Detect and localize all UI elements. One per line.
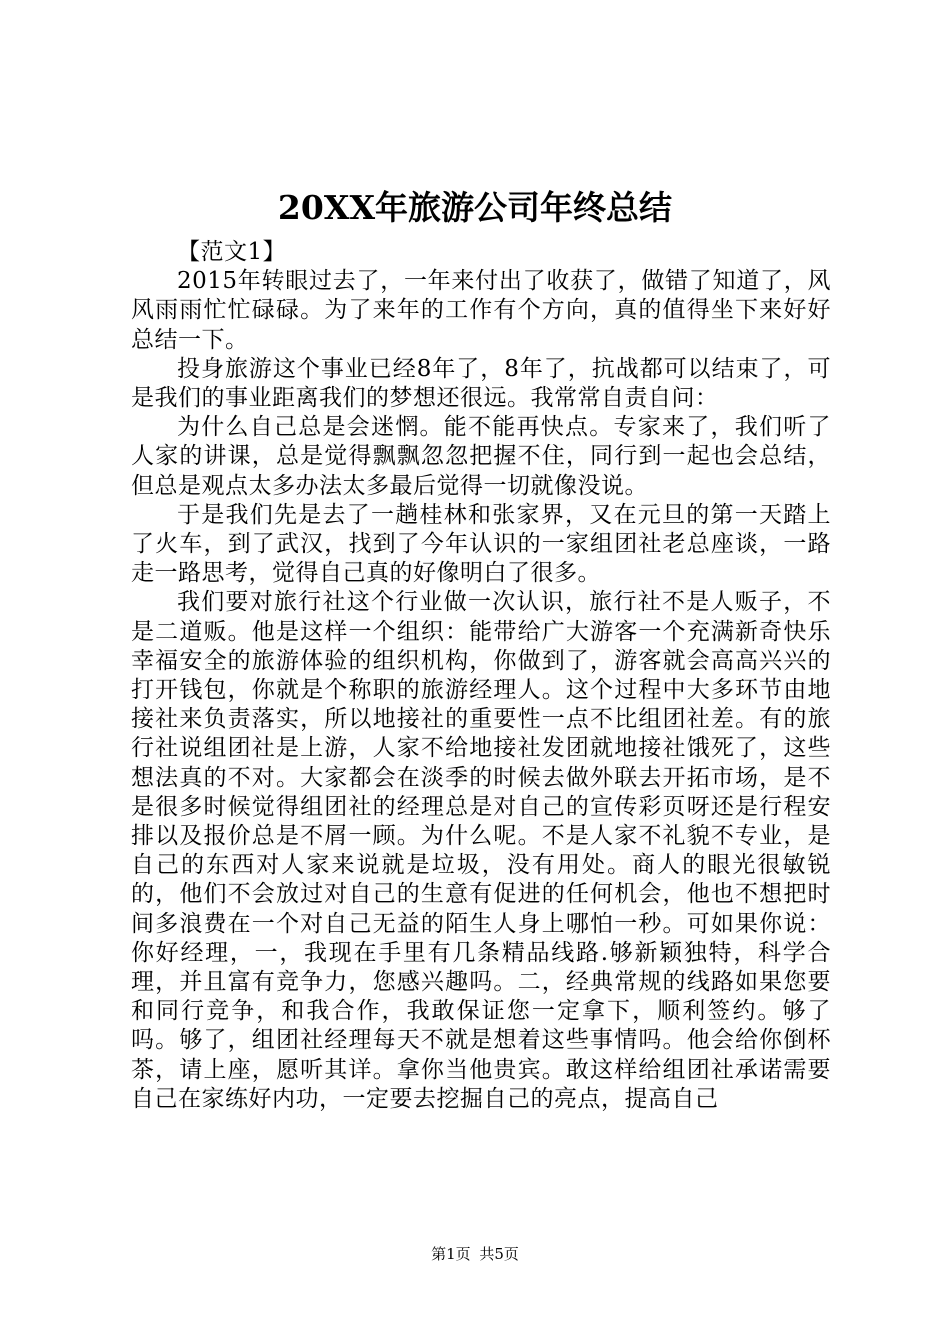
- paragraph: 投身旅游这个事业已经8年了，8年了，抗战都可以结束了，可是我们的事业距离我们的梦想还很远。我常常自责自问：: [131, 355, 831, 412]
- document-body: [131, 238, 831, 1114]
- section-label: 【范文1】: [177, 239, 287, 265]
- document-title: 20XX年旅游公司年终总结: [277, 188, 673, 227]
- paragraph: 我们要对旅行社这个行业做一次认识，旅行社不是人贩子，不是二道贩。他是这样一个组织：能带给广大游客一个充满新奇快乐幸福安全的旅游体验的组织机构，你做到了，游客就会高高兴兴的打开钱包，你就是个称职的旅游经理人。这个过程中大多环节由地接社来负责落实，所以地接社的重要性一点不比组团社差。有的旅行社说组团社是上游，人家不给地接社发团就地接社饿死了，这些想法真的不对。大家都会在淡季的时候去做外联去开拓市场，是不是很多时候觉得组团社的经理总是对自己的宣传彩页呀还是行程安排以及报价总是不屑一顾。为什么呢。不是人家不礼貌不专业，是自己的东西对人家来说就是垃圾，没有用处。商人的眼光很敏锐的，他们不会放过对自己的生意有促进的任何机会，他也不想把时间多浪费在一个对自己无益的陌生人身上哪怕一秒。可如果你说：你好经理，一，我现在手里有几条精品线路.够新颖独特，科学合理，并且富有竞争力，您感兴趣吗。二，经典常规的线路如果您要和同行竞争，和我合作，我敢保证您一定拿下，顺利签约。够了吗。够了，组团社经理每天不就是想着这些事情吗。他会给你倒杯茶，请上座，愿听其详。拿你当他贵宾。敢这样给组团社承诺需要自己在家练好内功，一定要去挖掘自己的亮点，提高自己: [131, 589, 831, 1112]
- paragraph: 2015年转眼过去了，一年来付出了收获了，做错了知道了，风风雨雨忙忙碌碌。为了来年的工作有个方向，真的值得坐下来好好总结一下。: [131, 268, 831, 353]
- page-total: 共5页: [479, 1245, 519, 1263]
- page-footer: [0, 1244, 950, 1264]
- paragraph: 为什么自己总是会迷惘。能不能再快点。专家来了，我们听了人家的讲课，总是觉得飘飘忽忽把握不住，同行到一起也会总结，但总是观点太多办法太多最后觉得一切就像没说。: [131, 414, 831, 499]
- paragraph: 于是我们先是去了一趟桂林和张家界，又在元旦的第一天踏上了火车，到了武汉，找到了今年认识的一家组团社老总座谈，一路走一路思考，觉得自己真的好像明白了很多。: [131, 501, 831, 587]
- page-number: 第1页: [431, 1245, 471, 1263]
